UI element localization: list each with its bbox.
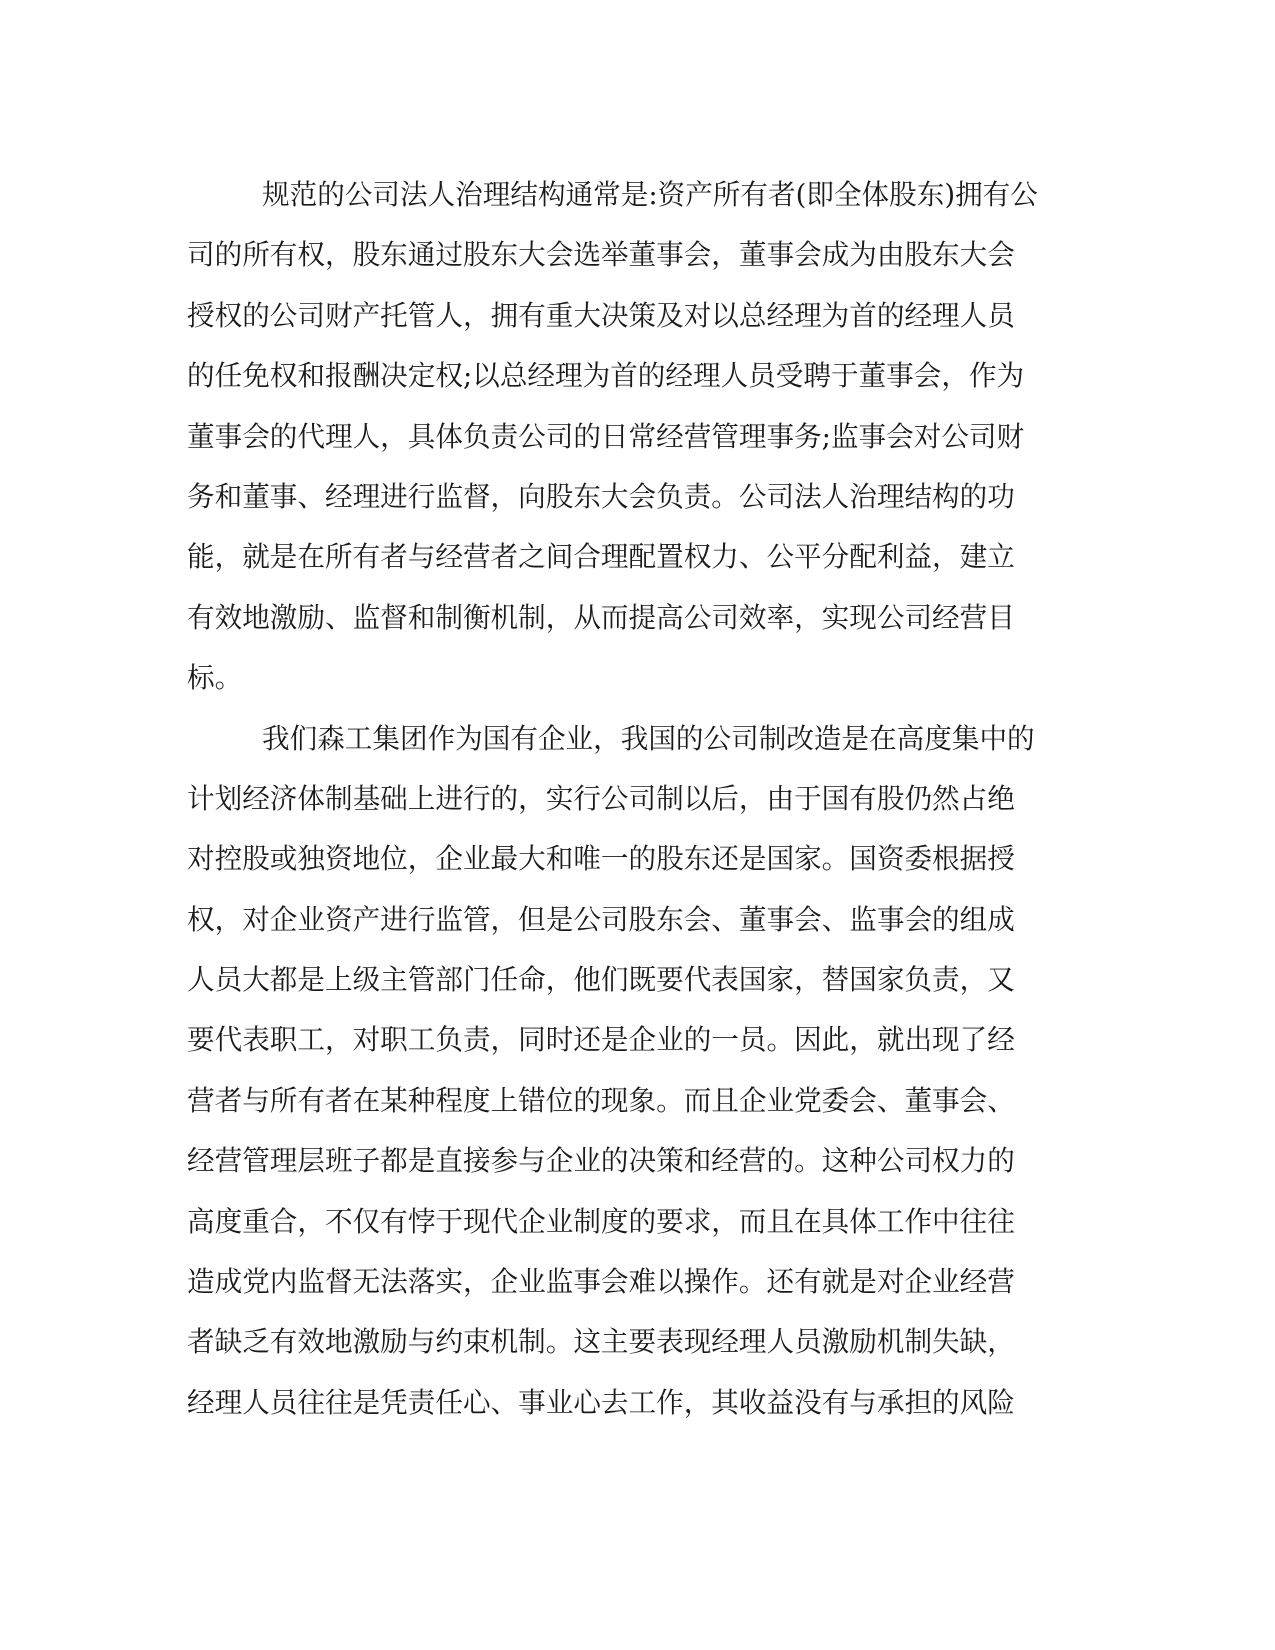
text-line: 者缺乏有效地激励与约束机制。这主要表现经理人员激励机制失缺，	[187, 1325, 1015, 1359]
text-line: 务和董事、经理进行监督，向股东大会负责。公司法人治理结构的功	[187, 479, 1015, 513]
text-line: 标。	[187, 661, 243, 695]
text-line: 授权的公司财产托管人，拥有重大决策及对以总经理为首的经理人员	[187, 298, 1015, 332]
text-line: 我们森工集团作为国有企业，我国的公司制改造是在高度集中的	[262, 721, 1035, 755]
text-line: 能，就是在所有者与经营者之间合理配置权力、公平分配利益，建立	[187, 540, 1015, 574]
text-line: 造成党内监督无法落实，企业监事会难以操作。还有就是对企业经营	[187, 1265, 1015, 1299]
text-line: 计划经济体制基础上进行的，实行公司制以后，由于国有股仍然占绝	[187, 781, 1015, 815]
paragraph-1	[187, 165, 1067, 709]
text-line: 司的所有权，股东通过股东大会选举董事会，董事会成为由股东大会	[187, 238, 1015, 272]
text-line: 要代表职工，对职工负责，同时还是企业的一员。因此，就出现了经	[187, 1023, 1015, 1057]
text-line: 对控股或独资地位，企业最大和唯一的股东还是国家。国资委根据授	[187, 842, 1015, 876]
text-line: 高度重合，不仅有悖于现代企业制度的要求，而且在具体工作中往往	[187, 1204, 1015, 1238]
text-line: 经营管理层班子都是直接参与企业的决策和经营的。这种公司权力的	[187, 1144, 1015, 1178]
text-line: 人员大都是上级主管部门任命，他们既要代表国家，替国家负责，又	[187, 963, 1015, 997]
text-line: 董事会的代理人，具体负责公司的日常经营管理事务;监事会对公司财	[187, 419, 1025, 453]
text-line: 权，对企业资产进行监管，但是公司股东会、董事会、监事会的组成	[187, 902, 1015, 936]
text-line: 营者与所有者在某种程度上错位的现象。而且企业党委会、董事会、	[187, 1083, 1015, 1117]
text-line: 经理人员往往是凭责任心、事业心去工作，其收益没有与承担的风险	[187, 1385, 1015, 1419]
text-line: 规范的公司法人治理结构通常是:资产所有者(即全体股东)拥有公	[262, 178, 1038, 211]
text-line: 有效地激励、监督和制衡机制，从而提高公司效率，实现公司经营目	[187, 600, 1015, 634]
document-body	[187, 165, 1067, 1433]
paragraph-2	[187, 709, 1067, 1434]
text-line: 的任免权和报酬决定权;以总经理为首的经理人员受聘于董事会，作为	[187, 359, 1025, 393]
